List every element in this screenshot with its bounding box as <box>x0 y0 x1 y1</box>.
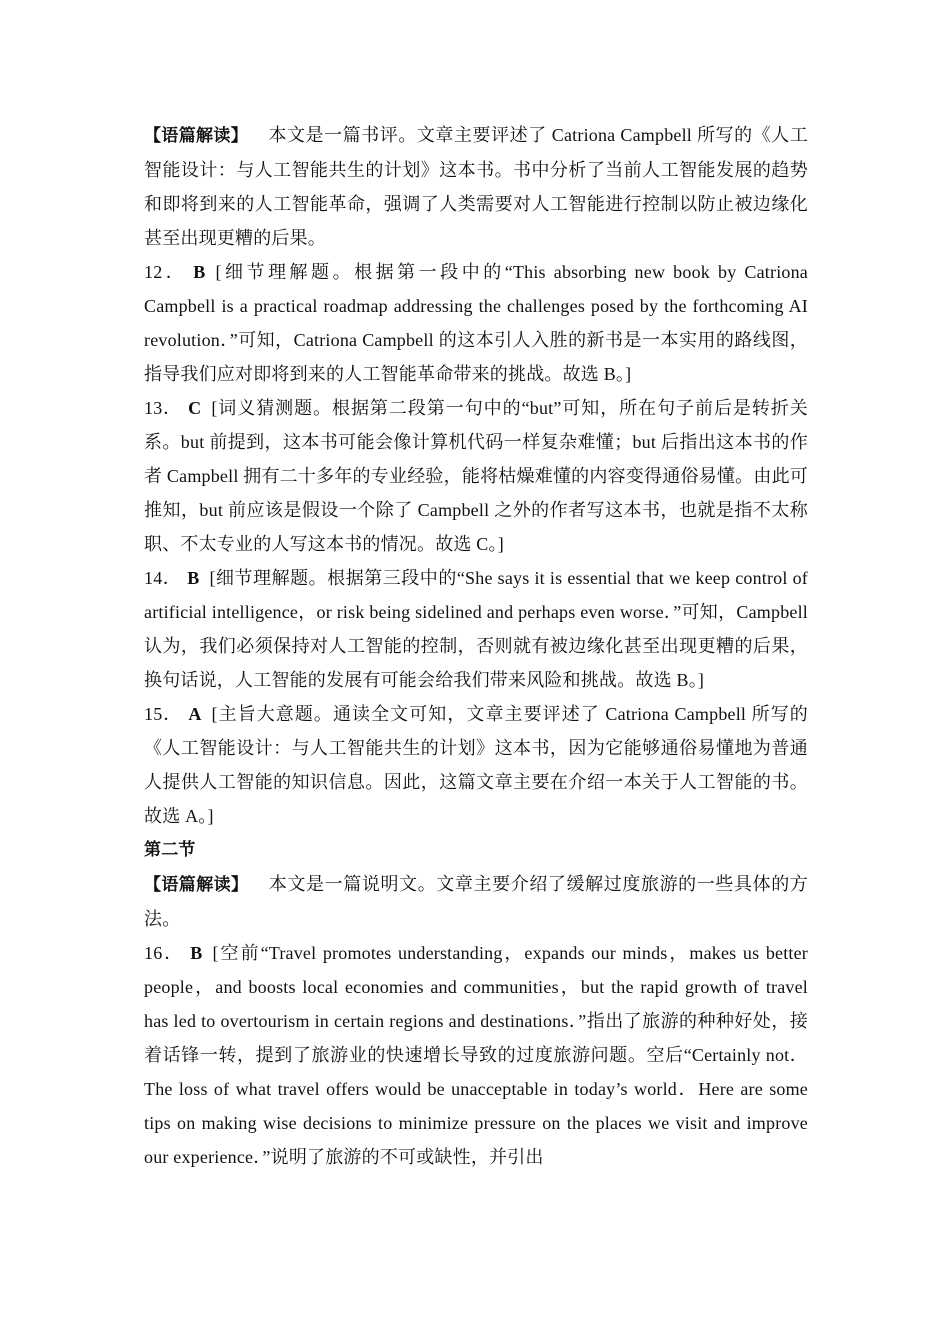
answer-item-14 <box>144 561 808 697</box>
reading-summary-1 <box>144 118 808 255</box>
answer-letter: B <box>193 262 206 282</box>
reading-label: 【语篇解读】 <box>144 126 249 146</box>
question-number: 12． <box>144 262 188 282</box>
question-number: 14． <box>144 568 182 588</box>
reading-label: 【语篇解读】 <box>144 875 249 895</box>
answer-letter: B <box>187 568 200 588</box>
answer-item-12 <box>144 255 808 391</box>
answer-explanation: [空前“Travel promotes understanding，expands our minds，makes us better people，and boosts local economies and communities，but the rapid growth of travel has led to overtourism in certain regions and destinations．”指出了旅游的种种好处，接着话锋一转，提到了旅游业的快速增长导致的过度旅游问题。空后“Certainly not．The loss of what travel offers would be unacceptable in today’s world．Here are some tips on making wise decisions to minimize pressure on the places we visit and improve our experience．”说明了旅游的不可或缺性，并引出 <box>144 943 808 1167</box>
answer-letter: C <box>188 398 202 418</box>
answer-explanation: [细节理解题。根据第一段中的“This absorbing new book by Catriona Campbell is a practical roadmap addressing the challenges posed by the forthcoming AI revolution．”可知，Catriona Campbell 的这本引人入胜的新书是一本实用的路线图，指导我们应对即将到来的人工智能革命带来的挑战。故选 B。] <box>144 262 808 384</box>
answer-explanation: [细节理解题。根据第三段中的“She says it is essential that we keep control of artificial intelligence，or risk being sidelined and perhaps even worse．”可知，Campbell 认为，我们必须保持对人工智能的控制，否则就有被边缘化甚至出现更糟的后果，换句话说，人工智能的发展有可能会给我们带来风险和挑战。故选 B。] <box>144 568 808 690</box>
answer-letter: B <box>190 943 203 963</box>
question-number: 15． <box>144 704 183 724</box>
question-number: 13． <box>144 398 183 418</box>
answer-letter: A <box>188 704 202 724</box>
section-title: 第二节 <box>144 840 196 860</box>
question-number: 16． <box>144 943 185 963</box>
answer-explanation: [主旨大意题。通读全文可知，文章主要评述了 Catriona Campbell 所写的《人工智能设计：与人工智能共生的计划》这本书，因为它能够通俗易懂地为普通人提供人工智能的知识信息。因此，这篇文章主要在介绍一本关于人工智能的书。故选 A。] <box>144 704 808 826</box>
answer-item-16 <box>144 936 808 1174</box>
reading-summary-2 <box>144 867 808 936</box>
answer-item-13 <box>144 391 808 561</box>
answer-explanation: [词义猜测题。根据第二段第一句中的“but”可知，所在句子前后是转折关系。but 前提到，这本书可能会像计算机代码一样复杂难懂；but 后指出这本书的作者 Campbell 拥有二十多年的专业经验，能将枯燥难懂的内容变得通俗易懂。由此可推知，but 前应该是假设一个除了 Campbell 之外的作者写这本书，也就是指不太称职、不太专业的人写这本书的情况。故选 C。] <box>144 398 808 554</box>
reading-text: 本文是一篇书评。文章主要评述了 Catriona Campbell 所写的《人工智能设计：与人工智能共生的计划》这本书。书中分析了当前人工智能发展的趋势和即将到来的人工智能革命，强调了人类需要对人工智能进行控制以防止被边缘化甚至出现更糟的后果。 <box>144 125 808 248</box>
document-page <box>144 118 808 1174</box>
reading-text: 本文是一篇说明文。文章主要介绍了缓解过度旅游的一些具体的方法。 <box>144 874 809 929</box>
answer-item-15 <box>144 697 808 833</box>
